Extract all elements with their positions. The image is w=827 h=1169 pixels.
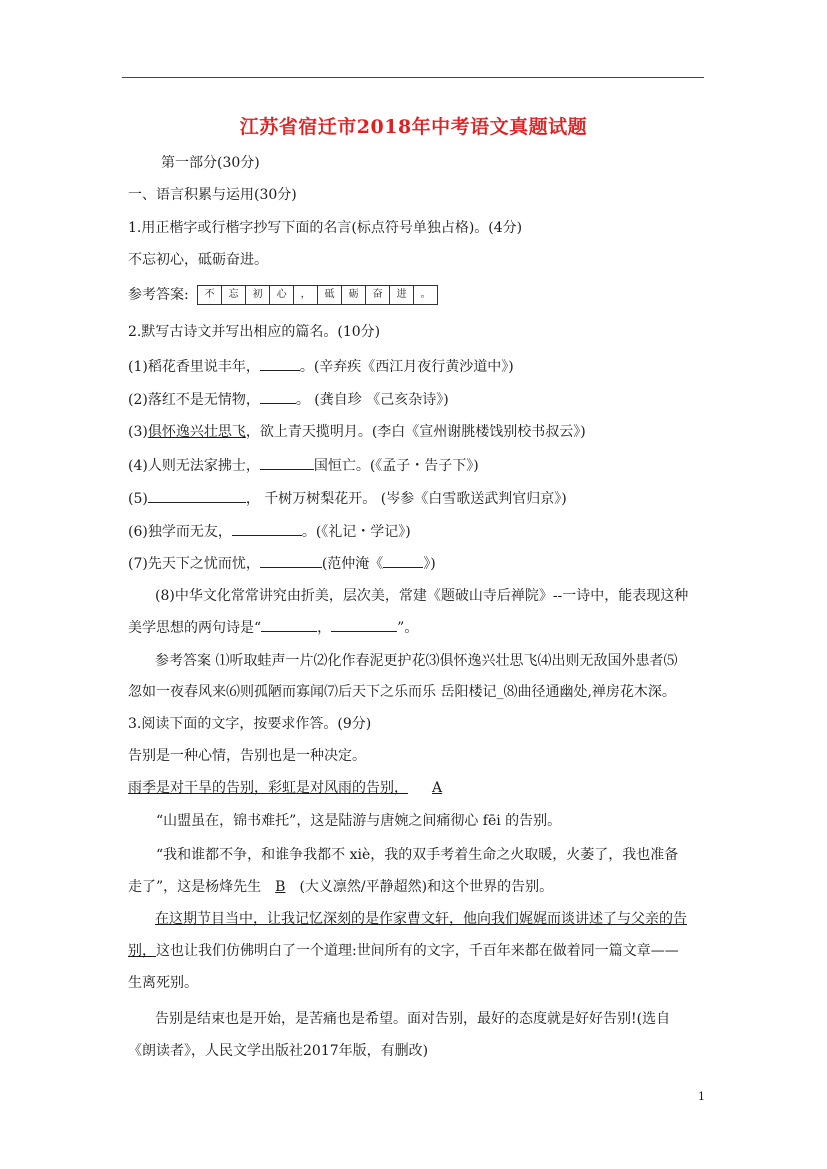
item-text: (1)稻花香里说丰年，: [128, 359, 260, 375]
item-text: 国恒亡。(《孟子・告子下》): [313, 458, 479, 474]
blank: [331, 617, 397, 632]
grid-cell: 奋: [366, 286, 390, 304]
blank: [260, 455, 314, 470]
q2-answer-1: 参考答案 ⑴听取蛙声一片⑵化作春泥更护花⑶俱怀逸兴壮思飞⑷出则无敌国外患者⑸: [155, 653, 678, 669]
header-rule: [122, 77, 704, 78]
underlined-text: 俱怀逸兴壮思飞: [147, 424, 246, 440]
blank: [261, 617, 317, 632]
q3-para-2: [128, 778, 476, 798]
item-text: ”。: [397, 620, 419, 636]
grid-cell: 。: [420, 289, 431, 300]
grid-cell: 砺: [342, 286, 366, 304]
blank-label: B: [275, 879, 286, 895]
q3-para-3: “山盟虽在，锦书难托”，这是陆游与唐婉之间痛彻心 fēi 的告别。: [156, 813, 562, 829]
item-text: ，: [317, 620, 332, 636]
q2-item-8: (8)中华文化常常讲究由折美，层次美，常建《题破山寺后禅院》--一诗中，能表现这种: [155, 588, 689, 604]
q3-para-5-cont: [128, 941, 679, 961]
q3-para-5: [155, 909, 687, 929]
part-heading: 第一部分(30分): [161, 155, 260, 171]
q3-para-1: 告别是一种心情，告别也是一种决定。: [128, 748, 366, 764]
q1-answer-row: [128, 285, 438, 305]
q3-stem: 3.阅读下面的文字，按要求作答。(9分): [128, 716, 372, 732]
q2-item-1: [128, 356, 514, 377]
q3-para-4: “我和谁都不争，和谁争我都不 xiè，我的双手考着生命之火取暖，火萎了，我也准备: [156, 847, 679, 863]
blank: [260, 553, 322, 568]
item-text: (大义凛然/平静超然)和这个世界的告别。: [299, 879, 554, 895]
q2-item-6: [128, 521, 411, 542]
item-text: 这也让我们仿佛明白了一个道理:世间所有的文字，千百年来都在做着同一篇文章——: [156, 943, 679, 959]
section-heading: 一、语言积累与运用(30分): [128, 187, 297, 203]
q1-stem: 1.用正楷字或行楷字抄写下面的名言(标点符号单独占格)。(4分): [128, 220, 523, 236]
blank: [148, 488, 246, 503]
item-text: 。(辛弃疾《西江月夜行黄沙道中》): [299, 359, 514, 375]
q1-text: 不忘初心，砥砺奋进。: [128, 252, 268, 268]
blank: [260, 356, 300, 371]
q3-para-6-cont: 《朗读者》，人民文学出版社2017年版，有删改): [128, 1043, 429, 1059]
item-text: 。 (龚自珍 《己亥杂诗》): [295, 392, 449, 408]
q3-para-4-cont: [128, 877, 553, 897]
item-text: 。(《礼记・学记》): [301, 524, 411, 540]
item-text: (2)落红不是无情物，: [128, 392, 260, 408]
q2-item-8-cont: [128, 617, 418, 638]
blank: [232, 521, 302, 536]
page-number: 1: [698, 1090, 705, 1103]
q2-stem: 2.默写古诗文并写出相应的篇名。(10分): [128, 324, 381, 340]
q2-item-5: [128, 488, 567, 509]
underlined-text: 雨季是对干旱的告别，彩虹是对风雨的告别，: [128, 780, 408, 796]
blank: [260, 389, 296, 404]
item-text: ， 千树万树梨花开。 (岑参《白雪歌送武判官归京》): [245, 491, 567, 507]
item-text: (4)人则无法家拂士，: [128, 458, 260, 474]
q2-item-2: [128, 389, 449, 410]
grid-cell: 心: [270, 286, 294, 304]
q3-para-5-end: 生离死别。: [128, 975, 198, 991]
item-text: 美学思想的两句诗是“: [128, 620, 262, 636]
grid-cell: ，: [294, 286, 318, 304]
item-text: 走了”，这是杨烽先生: [128, 879, 262, 895]
grid-cell: 进: [390, 286, 414, 304]
item-text: (5): [128, 491, 148, 507]
underlined-text: 别，: [128, 943, 156, 959]
q2-item-3: [128, 422, 586, 442]
answer-label: 参考答案:: [128, 287, 189, 303]
grid-cell: 忘: [222, 286, 246, 304]
answer-grid: [197, 285, 438, 305]
grid-cell: 不: [198, 286, 222, 304]
grid-cell: 初: [246, 286, 270, 304]
blank: [383, 553, 423, 568]
item-text: (7)先天下之忧而忧，: [128, 556, 260, 572]
item-text: ，欲上青天揽明月。(李白《宣州谢朓楼饯别校书叔云》): [245, 424, 586, 440]
q2-answer-2: 忽如一夜春风来⑹则孤陋而寡闻⑺后天下之乐而乐 岳阳楼记_⑻曲径通幽处,禅房花木深。: [128, 684, 676, 700]
item-text: (范仲淹《: [321, 556, 384, 572]
item-text: (6)独学而无友，: [128, 524, 232, 540]
item-text: (3): [128, 424, 148, 440]
underlined-text: 在这期节目当中，让我记忆深刻的是作家曹文轩，他向我们娓娓而谈讲述了与父亲的告: [155, 911, 687, 927]
page-title: 江苏省宿迁市2018年中考语文真题试题: [239, 116, 588, 138]
q3-para-6: 告别是结束也是开始，是苦痛也是希望。面对告别，最好的态度就是好好告别!(选自: [155, 1011, 671, 1027]
grid-cell: 砥: [318, 286, 342, 304]
q2-item-7: [128, 553, 436, 574]
item-text: 》): [423, 556, 436, 572]
blank-label: A: [432, 780, 443, 796]
q2-item-4: [128, 455, 479, 476]
